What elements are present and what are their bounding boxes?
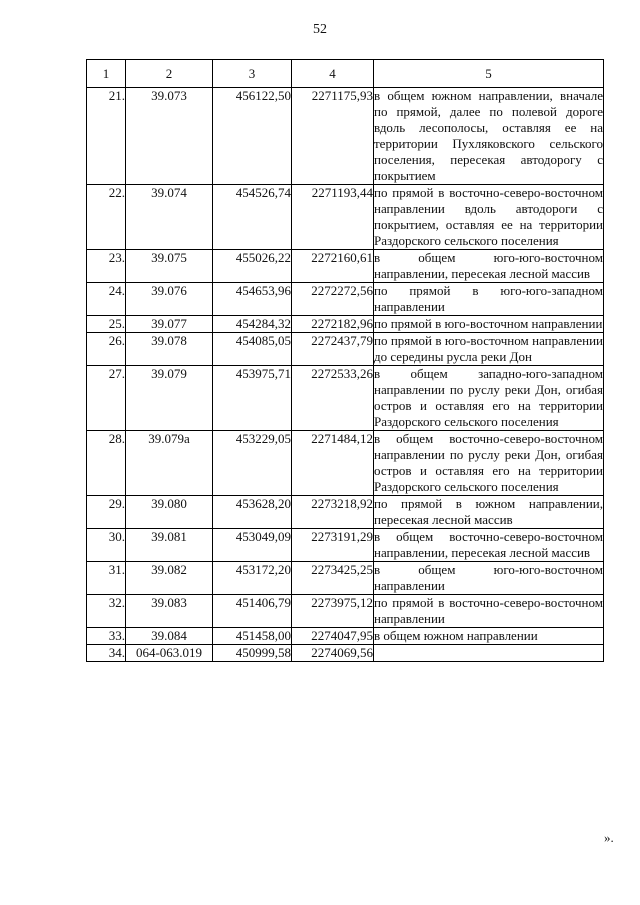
table-row bbox=[87, 645, 604, 662]
x-coordinate: 453049,09 bbox=[213, 529, 292, 562]
x-coordinate: 453172,20 bbox=[213, 562, 292, 595]
route-description: в общем южном направлении bbox=[374, 628, 604, 645]
point-id: 39.081 bbox=[126, 529, 213, 562]
point-id: 39.075 bbox=[126, 250, 213, 283]
row-number: 23. bbox=[87, 250, 126, 283]
route-description: по прямой в восточно-северо-восточном направлении вдоль автодороги с покрытием, оставляя ее на территории Раздорского сельского поселения bbox=[374, 185, 603, 248]
x-coordinate: 453975,71 bbox=[213, 366, 292, 431]
table-row bbox=[87, 316, 604, 333]
y-coordinate: 2274069,56 bbox=[292, 645, 374, 662]
x-coordinate: 451458,00 bbox=[213, 628, 292, 645]
y-coordinate: 2273191,29 bbox=[292, 529, 374, 562]
point-id: 39.083 bbox=[126, 595, 213, 628]
y-coordinate: 2272533,26 bbox=[292, 366, 374, 431]
column-header-3: 3 bbox=[213, 60, 292, 88]
y-coordinate: 2272272,56 bbox=[292, 283, 374, 316]
point-id: 39.079 bbox=[126, 366, 213, 431]
table-row bbox=[87, 250, 604, 283]
point-id: 39.073 bbox=[126, 88, 213, 185]
x-coordinate: 454526,74 bbox=[213, 185, 292, 250]
route-description: в общем восточно-северо-восточном направлении по руслу реки Дон, огибая остров и оставляя его на территории Раздорского сельского поселения bbox=[374, 431, 603, 494]
route-description: в общем южном направлении, вначале по прямой, далее по полевой дороге вдоль лесополосы, оставляя ее на территории Пухляковского сельского поселения, пересекая автодорогу с покрытием bbox=[374, 88, 603, 183]
route-description: в общем юго-юго-восточном направлении bbox=[374, 562, 603, 593]
route-description: в общем западно-юго-западном направлении по руслу реки Дон, огибая остров и оставляя его на территории Раздорского сельского поселения bbox=[374, 366, 603, 429]
y-coordinate: 2272160,61 bbox=[292, 250, 374, 283]
route-description: по прямой в восточно-северо-восточном направлении bbox=[374, 595, 603, 626]
page-number: 52 bbox=[313, 22, 327, 37]
row-number: 32. bbox=[87, 595, 126, 628]
point-id: 064-063.019 bbox=[126, 645, 213, 662]
point-id: 39.079а bbox=[126, 431, 213, 496]
y-coordinate: 2271484,12 bbox=[292, 431, 374, 496]
route-description: по прямой в юго-восточном направлении bbox=[374, 316, 603, 331]
y-coordinate: 2273218,92 bbox=[292, 496, 374, 529]
closing-quote: ». bbox=[604, 830, 614, 845]
row-number: 28. bbox=[87, 431, 126, 496]
table-row bbox=[87, 628, 604, 645]
table-row bbox=[87, 595, 604, 628]
point-id: 39.082 bbox=[126, 562, 213, 595]
table-row bbox=[87, 366, 604, 431]
point-id: 39.076 bbox=[126, 283, 213, 316]
table-row bbox=[87, 283, 604, 316]
row-number: 30. bbox=[87, 529, 126, 562]
row-number: 25. bbox=[87, 316, 126, 333]
y-coordinate: 2271175,93 bbox=[292, 88, 374, 185]
row-number: 21. bbox=[87, 88, 126, 185]
y-coordinate: 2274047,95 bbox=[292, 628, 374, 645]
table-row bbox=[87, 529, 604, 562]
row-number: 34. bbox=[87, 645, 126, 662]
x-coordinate: 454085,05 bbox=[213, 333, 292, 366]
route-description: по прямой в юго-восточном направлении до середины русла реки Дон bbox=[374, 333, 603, 364]
route-description bbox=[374, 645, 604, 662]
row-number: 27. bbox=[87, 366, 126, 431]
boundary-points-table bbox=[86, 59, 604, 662]
x-coordinate: 456122,50 bbox=[213, 88, 292, 185]
y-coordinate: 2272182,96 bbox=[292, 316, 374, 333]
route-description: по прямой в южном направлении, пересекая лесной массив bbox=[374, 496, 603, 527]
y-coordinate: 2273425,25 bbox=[292, 562, 374, 595]
x-coordinate: 454653,96 bbox=[213, 283, 292, 316]
x-coordinate: 453229,05 bbox=[213, 431, 292, 496]
column-header-1: 1 bbox=[87, 60, 126, 88]
x-coordinate: 450999,58 bbox=[213, 645, 292, 662]
table-row bbox=[87, 333, 604, 366]
route-description: в общем восточно-северо-восточном направлении, пересекая лесной массив bbox=[374, 529, 603, 560]
column-header-5: 5 bbox=[374, 60, 604, 88]
row-number: 33. bbox=[87, 628, 126, 645]
row-number: 31. bbox=[87, 562, 126, 595]
row-number: 22. bbox=[87, 185, 126, 250]
table-header-row bbox=[87, 60, 604, 88]
point-id: 39.084 bbox=[126, 628, 213, 645]
point-id: 39.080 bbox=[126, 496, 213, 529]
route-description: по прямой в юго-юго-западном направлении bbox=[374, 283, 603, 314]
column-header-2: 2 bbox=[126, 60, 213, 88]
point-id: 39.077 bbox=[126, 316, 213, 333]
x-coordinate: 453628,20 bbox=[213, 496, 292, 529]
y-coordinate: 2271193,44 bbox=[292, 185, 374, 250]
y-coordinate: 2272437,79 bbox=[292, 333, 374, 366]
table-row bbox=[87, 88, 604, 185]
column-header-4: 4 bbox=[292, 60, 374, 88]
table-row bbox=[87, 431, 604, 496]
row-number: 26. bbox=[87, 333, 126, 366]
row-number: 29. bbox=[87, 496, 126, 529]
point-id: 39.074 bbox=[126, 185, 213, 250]
x-coordinate: 454284,32 bbox=[213, 316, 292, 333]
row-number: 24. bbox=[87, 283, 126, 316]
y-coordinate: 2273975,12 bbox=[292, 595, 374, 628]
route-description: в общем юго-юго-восточном направлении, пересекая лесной массив bbox=[374, 250, 603, 281]
table-row bbox=[87, 185, 604, 250]
x-coordinate: 451406,79 bbox=[213, 595, 292, 628]
point-id: 39.078 bbox=[126, 333, 213, 366]
table-row bbox=[87, 562, 604, 595]
table-row bbox=[87, 496, 604, 529]
x-coordinate: 455026,22 bbox=[213, 250, 292, 283]
